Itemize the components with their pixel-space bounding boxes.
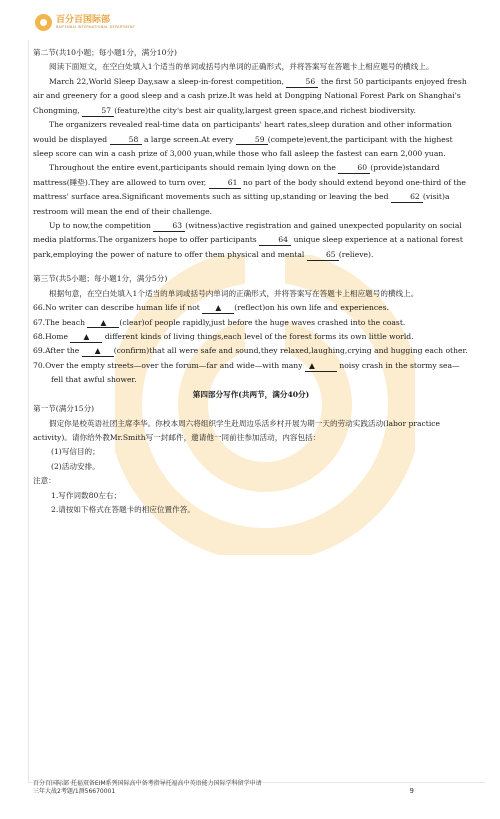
part-4-section-1-title: 第一节(满分15分): [33, 404, 95, 414]
passage-paragraph-1: March 22,World Sleep Day,saw a sleep-in-forest competition, 56 the first 50 participants enjoyed fresh air and greenery for a good sleep and a cash prize.It was held at Dongping National Forest Park on Shanghai's Chongming, 57 (feature)the city's best air quality,largest green space,and richest biodiversity.: [33, 76, 467, 115]
section-3-instruction: 根据句意，在空白处填入1个适当的单词或括号内单词的正确形式，并将答案写在答题卡上相应题号的横线上。: [49, 288, 419, 298]
part-4-title: 第四部分写作(共两节，满分40分): [192, 389, 310, 399]
blank-64[interactable]: 64: [259, 235, 291, 246]
question-68: 68.Home ▲ different kinds of living things,each level of the forest forms its own little world.: [33, 332, 414, 342]
blank-56[interactable]: 56: [286, 77, 318, 88]
blank-61[interactable]: 61: [209, 178, 241, 189]
section-3-title: 第三节(共5小题；每小题1分，满分5分): [33, 274, 168, 284]
note-2: 2.请按如下格式在答题卡的相应位置作答。: [51, 505, 195, 515]
notes-label: 注意：: [33, 476, 56, 486]
blank-67[interactable]: ▲: [87, 318, 119, 329]
blank-62[interactable]: 62: [391, 192, 423, 203]
blank-65[interactable]: 65: [307, 250, 339, 261]
header-logo: [35, 14, 135, 31]
document-body: [33, 46, 469, 518]
section-2-title: 第二节(共10小题；每小题1分，满分10分): [33, 48, 177, 57]
blank-70[interactable]: ▲: [305, 361, 337, 372]
blank-68[interactable]: ▲: [70, 332, 102, 343]
note-1: 1.写作词数80左右；: [51, 490, 122, 500]
question-69: 69.After the ▲ (confirm)that all were safe and sound,they relaxed,laughing,crying and hugging each other.: [33, 346, 468, 356]
page-number: 9: [409, 787, 414, 795]
logo-name: 百分百国际部: [56, 14, 111, 25]
logo-subtitle: BAIFENBAI INTERNATIONAL DEPARTMENT: [56, 24, 136, 29]
writing-point-1: (1)写信目的；: [51, 447, 100, 457]
writing-prompt: 假定你是校英语社团主席李华。你校本周六将组织学生赴周边乐活乡村开展为期一天的劳动实践活动(labor practice activity)。请你给外教Mr.Smith写一封邮件，邀请他一同前往参加活动，内容包括：: [33, 418, 441, 442]
question-70: 70.Over the empty streets—over the forum—far and wide—with many ▲ noisy crash in the stormy sea—fell that awful shower.: [33, 360, 460, 385]
blank-60[interactable]: 60: [338, 163, 370, 174]
blank-66[interactable]: ▲: [202, 303, 234, 314]
page-footer: [33, 780, 473, 796]
blank-57[interactable]: 57: [82, 106, 114, 117]
footer-line-1: 百分百国际部 托福双备EIM系列国际高中备考指导托福高中英语能力国际学科留学申请: [33, 780, 262, 787]
blank-69[interactable]: ▲: [82, 346, 114, 357]
passage-paragraph-4: Up to now,the competition 63 (witness)active registration and gained unexpected popularity on social media platforms.The organizers hope to offer participants 64 unique sleep experience at a national forest park,employing the power of nature to offer them physical and mental 65 (relieve).: [33, 221, 463, 259]
logo-icon: [35, 14, 52, 31]
section-2-instruction: 阅读下面短文，在空白处填入1个适当的单词或括号内单词的正确形式，并将答案写在答题卡上相应题号的横线上。: [49, 62, 434, 72]
blank-59[interactable]: 59: [236, 135, 268, 146]
blank-58[interactable]: 58: [110, 135, 142, 146]
question-66: 66.No writer can describe human life if not ▲ (reflect)on his own life and experiences.: [33, 303, 389, 313]
blank-63[interactable]: 63: [153, 221, 185, 232]
footer-line-2: 三年大战2考题/1测56670001: [33, 787, 116, 795]
writing-point-2: (2)活动安排。: [51, 461, 100, 471]
question-67: 67.The beach ▲ (clear)of people rapidly,just before the huge waves crashed into the coast.: [33, 317, 406, 327]
passage-paragraph-2: The organizers revealed real-time data on participants' heart rates,sleep duration and other information would be displayed 58 a large screen.At every 59 (compete)event,the participant with the highest sleep score can win a cash prize of 3,000 yuan,while those who fall asleep the fastest can earn 2,000 yuan.: [33, 120, 453, 158]
passage-paragraph-3: Throughout the entire event,participants should remain lying down on the 60 (provide)standard mattress(睡垫).They are allowed to turn over, 61 no part of the body should extend beyond one-third of the mattress' surface area.Significant movements such as sitting up,standing or leaving the bed 62 (visit)a restroom will mean the end of their challenge.: [33, 163, 466, 216]
